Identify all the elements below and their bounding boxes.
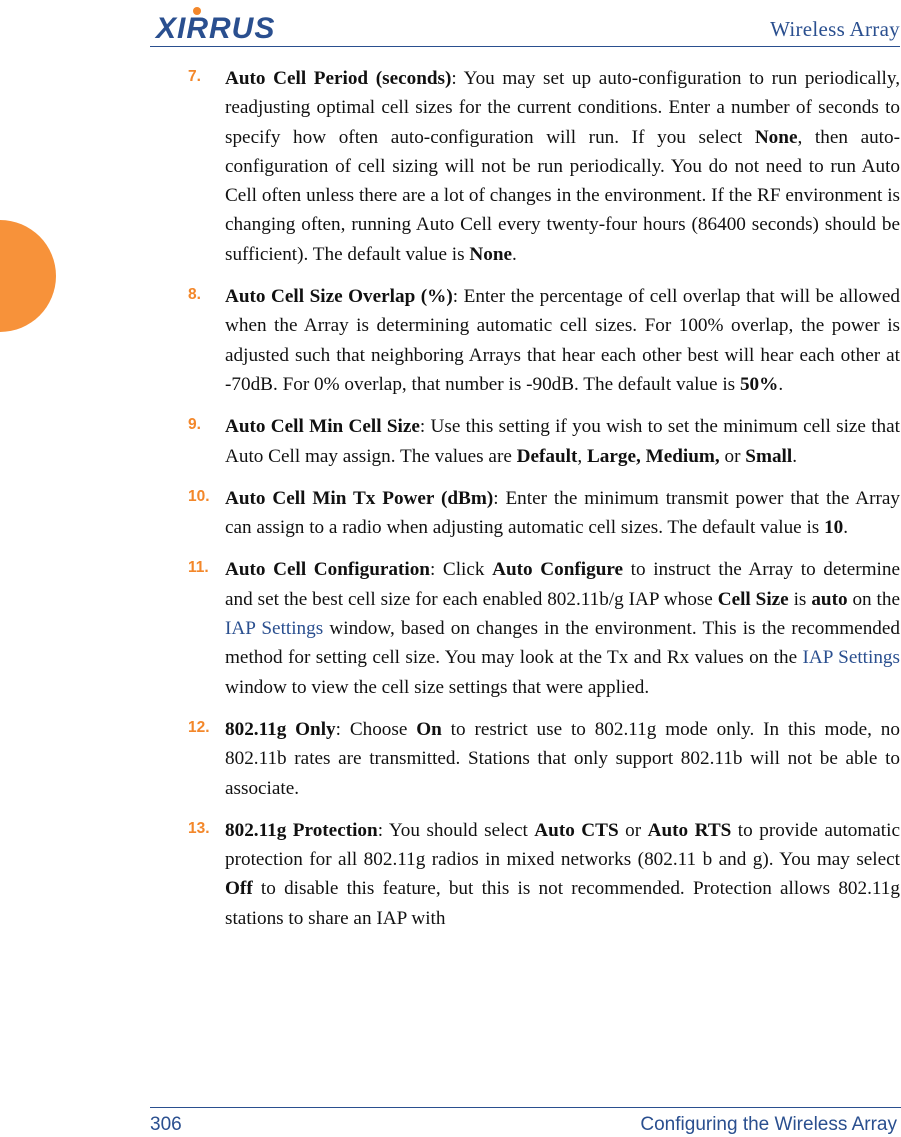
text-run: : Enter the minimum transmit power that the Array can assign to a radio when adjusting automatic cell sizes. The default value is: [225, 487, 901, 539]
svg-text:XIRRUS: XIRRUS: [156, 12, 276, 42]
item-number: 10.: [188, 487, 210, 505]
text-run: to restrict use to 802.11g mode only. In this mode, no 802.11b rates are transmitted. Stations that only support 802.11b will not be able to associate.: [225, 718, 900, 799]
item-text: [225, 484, 900, 543]
xirrus-logo: [154, 6, 314, 42]
item-number: 9.: [188, 416, 201, 434]
item-text: [225, 816, 900, 933]
list-item: [188, 816, 900, 933]
header-title: Wireless Array: [770, 17, 900, 41]
item-text: [225, 412, 900, 471]
header-divider: [150, 46, 900, 47]
text-run: : Use this setting if you wish to set the minimum cell size that Auto Cell may assign. The values are: [225, 416, 900, 467]
footer-section-title: Configuring the Wireless Array: [640, 1114, 897, 1135]
text-run: to provide automatic protection for all 802.11g radios in mixed networks (802.11 b and g). You may select: [225, 819, 900, 871]
bold-term: Default: [516, 445, 578, 467]
bold-term: 802.11g Only: [225, 718, 336, 740]
list-item: [188, 64, 900, 269]
bold-term: Large,: [587, 445, 641, 467]
bold-term: Auto Cell Size Overlap (%): [225, 286, 453, 308]
bold-term: 50%: [739, 373, 779, 395]
list-item: [188, 282, 900, 399]
chapter-tab: [0, 220, 56, 332]
bold-term: None: [469, 243, 513, 265]
bold-term: Auto Cell Period (seconds): [225, 68, 452, 89]
item-number: 12.: [188, 718, 210, 736]
item-number: 13.: [188, 819, 210, 837]
text-run: .: [512, 243, 517, 265]
text-run: window, based on changes in the environment. This is the recommended method for setting cell size. You may look at the Tx and Rx values on the: [225, 618, 900, 669]
page-number: 306: [150, 1114, 182, 1135]
text-run: .: [843, 517, 849, 539]
iap-settings-link[interactable]: IAP Settings: [802, 647, 900, 669]
iap-settings-link[interactable]: IAP Settings: [225, 618, 324, 640]
item-number: 11.: [188, 559, 209, 577]
bold-term: Auto Cell Configuration: [225, 559, 430, 581]
text-run: or: [719, 445, 746, 467]
bold-term: On: [416, 718, 442, 740]
text-run: on the: [847, 588, 900, 610]
bold-term: auto: [811, 588, 848, 610]
text-run: : You may set up auto-configuration to run periodically, readjusting optimal cell sizes for the current conditions. Enter a number of seconds to specify how often auto-configuration will run. If you select: [225, 68, 901, 148]
text-run: : Enter the percentage of cell overlap that will be allowed when the Array is determining automatic cell sizes. For 100% overlap, the power is adjusted such that neighboring Arrays that hear each other best will hear each other at -70dB. For 0% overlap, that number is -90dB. The default value is: [225, 286, 900, 395]
bold-term: None: [754, 126, 798, 148]
text-run: to instruct the Array to determine and set the best cell size for each enabled 802.11b/g IAP whose: [225, 559, 900, 610]
bold-term: 802.11g Protection: [225, 819, 378, 841]
item-text: [225, 555, 900, 701]
bold-term: Off: [225, 878, 253, 900]
text-run: window to view the cell size settings that were applied.: [225, 676, 650, 698]
bold-term: Auto RTS: [647, 819, 732, 841]
text-run: ,: [577, 445, 587, 467]
bold-term: Medium,: [645, 445, 720, 467]
footer-divider: [150, 1107, 901, 1108]
text-run: .: [778, 373, 784, 395]
bold-term: Auto Configure: [492, 559, 624, 581]
bold-term: Auto CTS: [534, 819, 619, 841]
text-run: is: [788, 588, 812, 610]
item-number: 7.: [188, 68, 201, 85]
bold-term: Small: [745, 445, 793, 467]
text-run: : Choose: [335, 718, 417, 740]
bold-term: Cell Size: [717, 588, 789, 610]
bold-term: 10: [824, 517, 844, 539]
numbered-list: [188, 64, 900, 946]
list-item: [188, 484, 900, 543]
text-run: , then auto-configuration of cell sizing will not be run periodically. You do not need to run Auto Cell often unless there are a lot of changes in the environment. If the RF environment is changing often, running Auto Cell every twenty-four hours (86400 seconds) should be sufficient). The default value is: [225, 126, 900, 265]
text-run: or: [618, 819, 648, 841]
list-item: [188, 555, 900, 701]
item-text: [225, 715, 900, 803]
item-text: [225, 64, 900, 269]
list-item: [188, 412, 900, 471]
text-run: : Click: [429, 559, 493, 581]
bold-term: Auto Cell Min Cell Size: [225, 416, 420, 438]
item-number: 8.: [188, 286, 201, 304]
item-text: [225, 282, 900, 399]
text-run: .: [792, 445, 798, 467]
list-item: [188, 715, 900, 803]
text-run: to disable this feature, but this is not recommended. Protection allows 802.11g stations to share an IAP with: [225, 878, 900, 929]
bold-term: Auto Cell Min Tx Power (dBm): [225, 487, 494, 509]
page-header: [150, 0, 900, 50]
text-run: : You should select: [377, 819, 535, 841]
